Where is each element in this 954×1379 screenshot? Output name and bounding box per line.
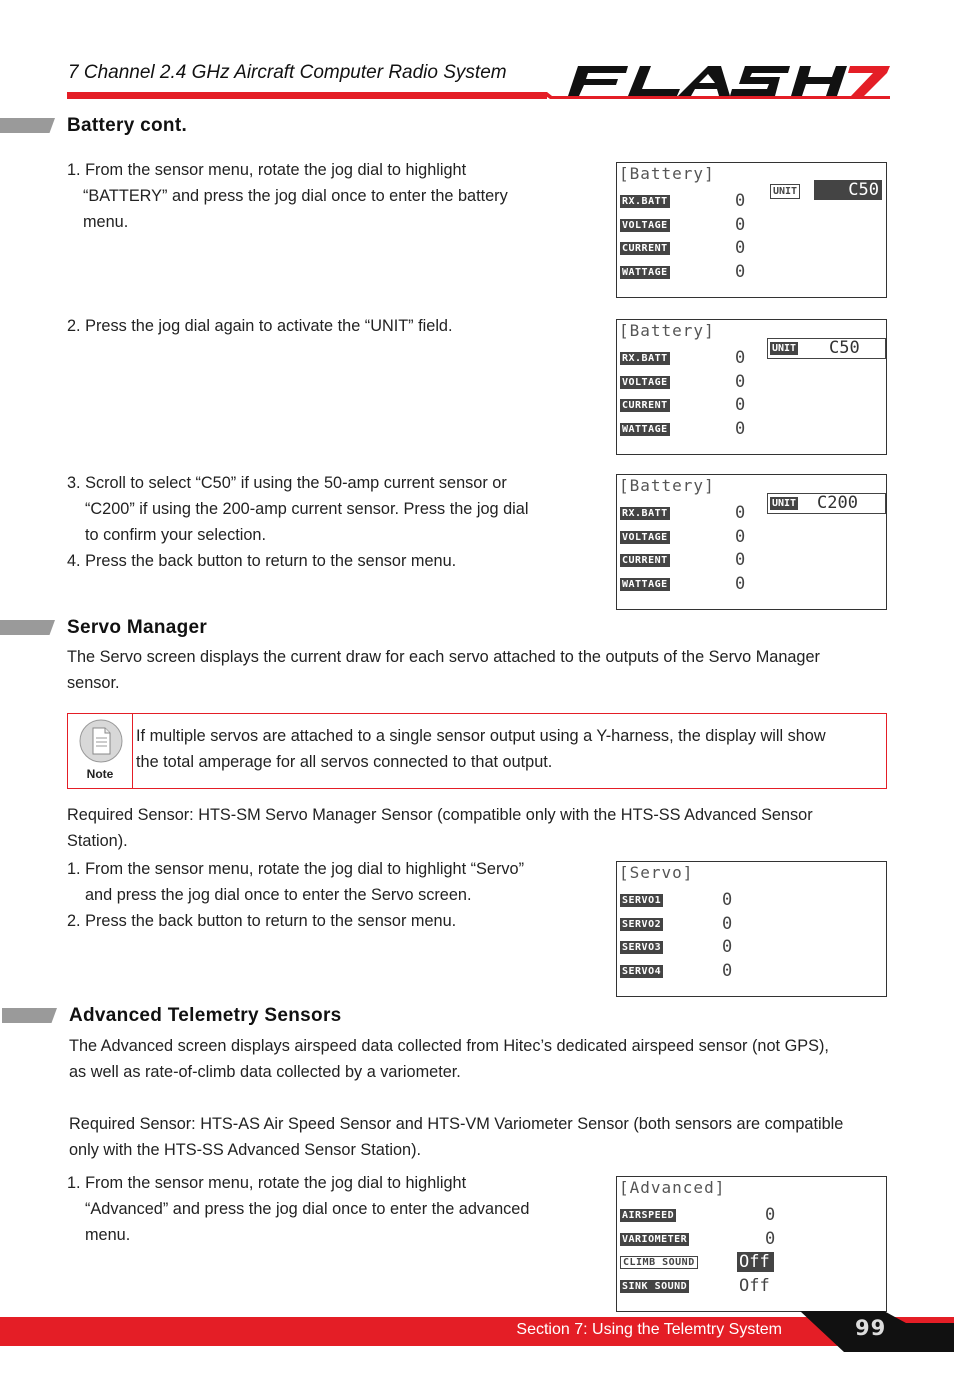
flash7-logo (560, 62, 890, 102)
screen-value: 0 (735, 238, 746, 258)
screen-value: 0 (765, 1229, 776, 1249)
screen-value: 0 (735, 395, 746, 415)
screen-label: VOLTAGE (622, 377, 668, 388)
screen-value: 0 (735, 527, 746, 547)
section-title-advanced-telemetry: Advanced Telemetry Sensors (69, 1005, 342, 1026)
unit-value: C200 (817, 493, 858, 513)
battery-step-2: 2. Press the jog dial again to activate the “UNIT” field. (67, 317, 453, 335)
unit-field-active (767, 493, 886, 514)
unit-label: UNIT (772, 343, 797, 354)
footer-section-text: Section 7: Using the Telemtry System (516, 1321, 782, 1338)
screen-label: CURRENT (622, 400, 668, 411)
unit-field-active (767, 338, 886, 359)
screen-value: 0 (722, 937, 733, 957)
screen-label: CURRENT (622, 555, 668, 566)
battery-step-1: 1. From the sensor menu, rotate the jog dial to highlight “BATTERY” and press the jog dial once to enter the battery menu. (67, 161, 508, 231)
screen-value: 0 (735, 372, 746, 392)
screen-value: 0 (735, 574, 746, 594)
servo-intro: The Servo screen displays the current draw for each servo attached to the outputs of the Servo Manager sensor. (67, 648, 820, 692)
screen-label: VARIOMETER (622, 1234, 688, 1245)
screen-label: WATTAGE (622, 267, 668, 278)
battery-screen-2 (616, 319, 887, 455)
servo-steps: 1. From the sensor menu, rotate the jog dial to highlight “Servo” and press the jog dial once to enter the Servo screen. 2. Press the back button to return to the sensor menu. (67, 860, 525, 930)
screen-value: 0 (735, 503, 746, 523)
battery-screen-3 (616, 474, 887, 610)
header-rule (67, 92, 547, 99)
screen-value: 0 (735, 191, 746, 211)
screen-title: [Battery] (619, 476, 715, 495)
advanced-required-sensor: Required Sensor: HTS-AS Air Speed Sensor and HTS-VM Variometer Sensor (both sensors are compatible only with the HTS-SS Advanced Sensor Station). (69, 1115, 844, 1159)
section-title-servo-manager: Servo Manager (67, 617, 208, 638)
unit-value: C50 (814, 180, 882, 200)
servo-screen (616, 861, 887, 997)
screen-label: SERVO1 (622, 895, 662, 906)
screen-label: WATTAGE (622, 424, 668, 435)
servo-required-sensor: Required Sensor: HTS-SM Servo Manager Sensor (compatible only with the HTS-SS Advanced Sensor Station). (67, 806, 813, 850)
screen-label: SERVO2 (622, 919, 662, 930)
note-box (67, 713, 887, 789)
section-marker (0, 118, 55, 133)
battery-step-3-4: 3. Scroll to select “C50” if using the 50-amp current sensor or “C200” if using the 200-amp current sensor. Press the jog dial to confirm your selection. 4. Press the back button to return to the sensor menu. (67, 474, 529, 570)
note-icon-cell (68, 714, 133, 788)
screen-title: [Advanced] (619, 1178, 726, 1197)
screen-value-highlighted: Off (737, 1252, 774, 1272)
screen-title: [Battery] (619, 321, 715, 340)
screen-label: VOLTAGE (622, 220, 668, 231)
screen-label: RX.BATT (622, 508, 668, 519)
screen-value: 0 (735, 215, 746, 235)
advanced-steps: 1. From the sensor menu, rotate the jog dial to highlight “Advanced” and press the jog dial once to enter the advanced menu. (67, 1174, 530, 1244)
screen-label: SINK SOUND (622, 1281, 688, 1292)
unit-field-highlighted (768, 181, 883, 200)
screen-label: CURRENT (622, 243, 668, 254)
screen-label: WATTAGE (622, 579, 668, 590)
screen-value: Off (739, 1276, 770, 1296)
unit-label: UNIT (770, 184, 800, 199)
screen-value: 0 (722, 914, 733, 934)
note-icon (78, 718, 124, 764)
section-title-battery: Battery cont. (67, 115, 188, 136)
unit-value: C50 (829, 338, 860, 358)
screen-label: AIRSPEED (622, 1210, 675, 1221)
screen-title: [Servo] (619, 863, 694, 882)
screen-label-selected: CLIMB SOUND (620, 1256, 698, 1269)
screen-label: SERVO4 (622, 966, 662, 977)
battery-screen-1 (616, 162, 887, 298)
screen-title: [Battery] (619, 164, 715, 183)
screen-value: 0 (735, 419, 746, 439)
screen-value: 0 (735, 262, 746, 282)
screen-value: 0 (722, 890, 733, 910)
page-number: 99 (855, 1316, 887, 1340)
screen-label: RX.BATT (622, 353, 668, 364)
section-marker (2, 1008, 57, 1023)
screen-label: RX.BATT (622, 196, 668, 207)
advanced-screen (616, 1176, 887, 1312)
screen-value: 0 (735, 348, 746, 368)
screen-value: 0 (722, 961, 733, 981)
screen-label: VOLTAGE (622, 532, 668, 543)
note-text: If multiple servos are attached to a single sensor output using a Y-harness, the display will show the total amperage for all servos connected to that output. (136, 727, 826, 771)
screen-value: 0 (765, 1205, 776, 1225)
advanced-intro: The Advanced screen displays airspeed data collected from Hitec’s dedicated airspeed sensor (not GPS), as well as rate-of-climb data collected by a variometer. (69, 1037, 829, 1081)
note-label: Note (86, 767, 114, 781)
document-header-title: 7 Channel 2.4 GHz Aircraft Computer Radio System (68, 62, 507, 83)
unit-label: UNIT (772, 498, 797, 509)
section-marker (0, 620, 55, 635)
screen-label: SERVO3 (622, 942, 662, 953)
screen-value: 0 (735, 550, 746, 570)
